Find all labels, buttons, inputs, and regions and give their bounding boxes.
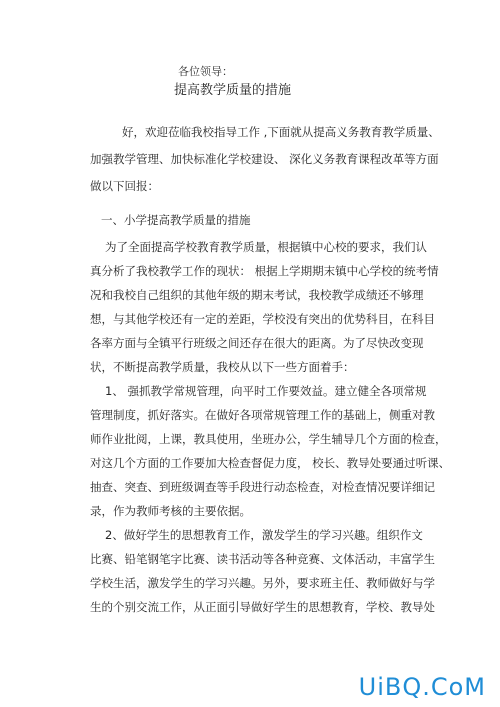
body-line: 真分析了我校教学工作的现状： 根据上学期期末镇中心学校的统考情 [90,264,439,278]
section-heading: 一、小学提高教学质量的措施 [101,213,251,227]
body-line: 好，欢迎莅临我校指导工作 ,下面就从提高义务教育教学质量、 [122,125,440,139]
body-line: 况和我校自己组织的其他年级的期末考试，我校教学成绩还不够理 [90,288,424,302]
body-line: 对这几个方面的工作要加大检查督促力度， 校长、教导处要通过听课、 [90,456,451,470]
body-line: 管理制度，抓好落实。在做好各项常规管理工作的基础上，侧重对教 [90,408,435,422]
body-line: 想，与其他学校还有一定的差距，学校没有突出的优势科目，在科目 [90,312,435,326]
body-line: 做以下回报： [90,179,159,193]
list-item-heading: 1、 强抓教学常规管理，向平时工作要效益。建立健全各项常规 [105,384,427,398]
body-line: 抽查、突查、到班级调查等手段进行动态检查，对检查情况要详细记 [90,480,435,494]
greeting: 各位领导： [178,65,233,78]
body-line: 生的个别交流工作，从正面引导做好学生的思想教育，学校、教导处 [90,600,435,614]
document-title: 提高教学质量的措施 [174,83,292,98]
body-line: 录，作为教师考核的主要依据。 [90,504,251,518]
body-line: 各率方面与全镇平行班级之间还存在很大的距离。为了尽快改变现 [90,336,424,350]
body-line: 加强教学管理、加快标准化学校建设、 深化义务教育课程改革等方面 [90,152,439,166]
body-line: 比赛、铅笔钢笔字比赛、读书活动等各种竞赛、文体活动，丰富学生 [90,552,435,566]
body-line: 状，不断提高教学质量，我校从以下一些方面着手： [90,360,355,374]
body-line: 师作业批阅，上课，教具使用，坐班办公，学生辅导几个方面的检查， [90,432,447,446]
body-line: 学校生活，激发学生的学习兴趣。另外，要求班主任、教师做好与学 [90,576,435,590]
site-watermark: UiBQ.CoM [358,673,486,701]
body-line: 为了全面提高学校教育教学质量，根据镇中心校的要求，我们认 [105,240,427,254]
list-item-heading: 2、做好学生的思想教育工作，激发学生的学习兴趣。组织作文 [105,528,423,542]
